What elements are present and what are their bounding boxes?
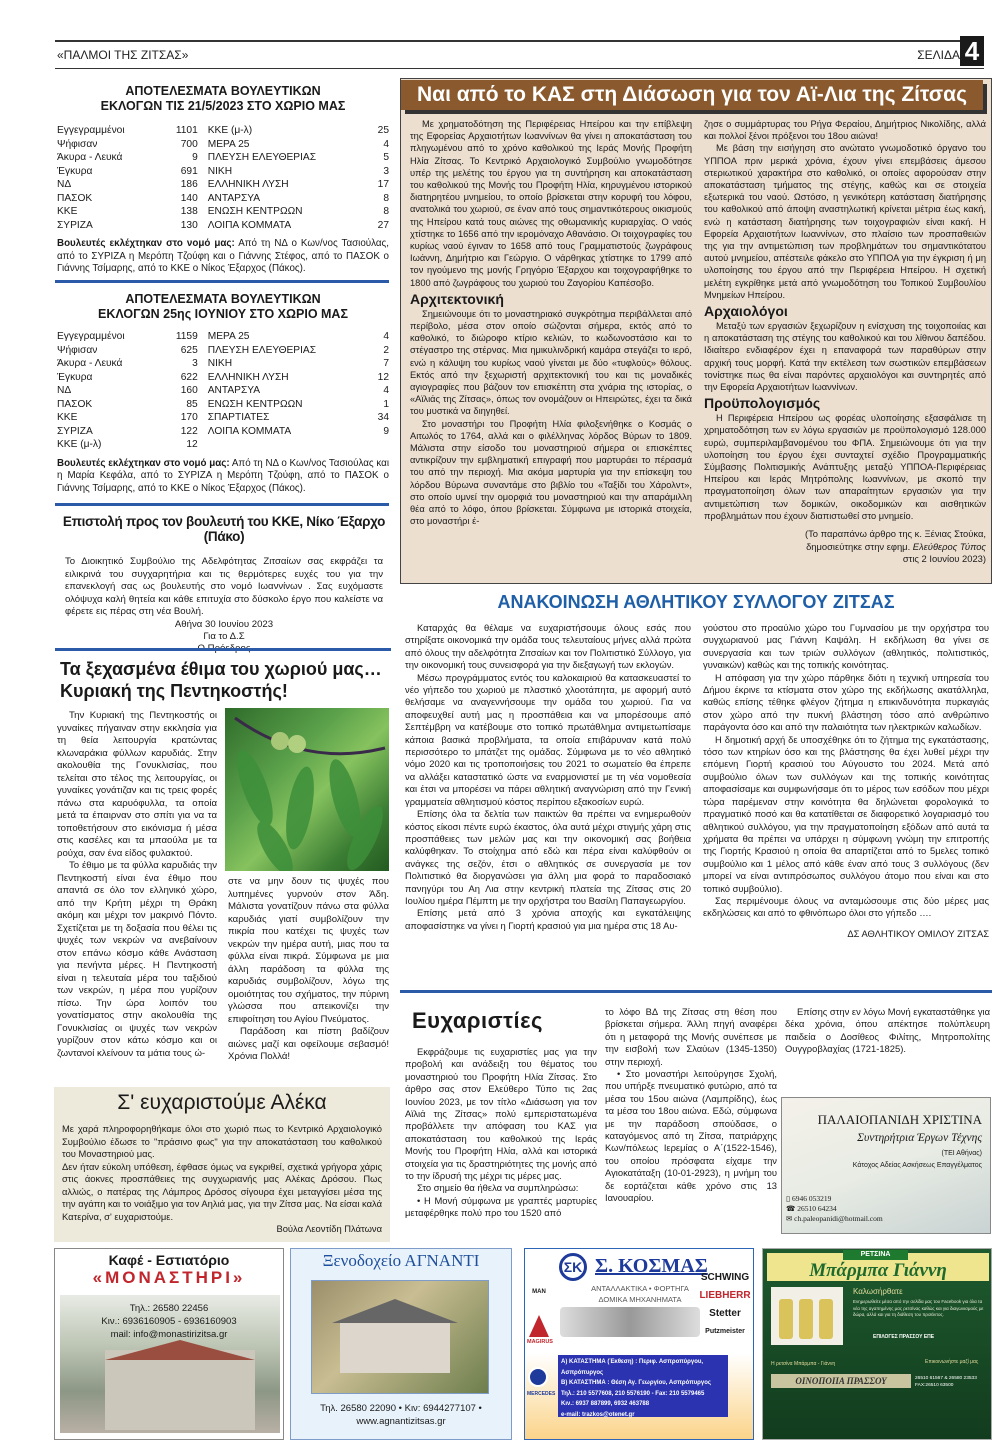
- results-row: [57, 124, 389, 138]
- elections-june-section: [57, 292, 389, 495]
- kas-heading-archaeologists: Αρχαιολόγοι: [704, 303, 788, 320]
- results-cell: ΜΕΡΑ 25: [207, 138, 250, 150]
- results-cell: 138: [180, 206, 198, 217]
- elections-june-table: [57, 330, 389, 452]
- sports-body: Καταρχάς θα θέλαμε να ευχαριστήσουμε όλους εσάς που στηρίξατε οικονομικά την ομάδα τους τελευταίους μήνες αλλά πρώτα από όλους την αδελφότητα Ζιτσαίων και τον Πολιτιστικό Σύλλογο, για την οικονομική τους συνεισφορά για την διεξαγωγή των εκλογών. Μέσω προγράμματος εντός του καλοκαιριού θα κατασκευαστεί το νέο γήπεδο του χωριού με πλαστικό χλοοτάπητα, με αφορμή αυτό θελήσαμε να αναγεννήσουμε την ομάδα του χωριού. Για να αποφευχθεί αυτή μας η προσπάθεια και να μπορέσουμε από Σεπτέμβρη να κατέβουμε στο τοπικό πρωτάθλημα αντιμετωπίσαμε κάποια βασικά προβλήματα, τα οποία επιβάρυναν κατά πολύ περισσότερο το μπάτζετ της ομάδας. Σύμφωνα με το νέο αθλητικό νόμο 2020 και τις τροποποιήσεις του 2021 το σωματείο θα έπρεπε να αλλάξει καταστατικό ώστε να εναρμονιστεί με τη νέα νομοθεσία και έτσι να μπορέσει να πάρει αθλητική αναγνώριση από την Γενική γραμματεία αθλητισμού κόστος περίπου εξακοσίων ευρώ. Επίσης όλα τα δελτία των παικτών θα πρέπει να ενημερωθούν κόστος είκοσι πέντε ευρώ έκαστος, όλα αυτά μέχρι στιγμής χάρη στις προσπάθειες των μελών μας και την οικονομική σας βοήθεια καλύφθηκαν. Το στοίχημα από εδώ και πέρα είναι καλύφθούν οι ανάγκες της σεζόν, έτσι ο αθλητικός σε συνεργασία με τον Πολιτιστικό θα διοργανώσει για άλλη μια φορά το παραδοσιακό πανηγύρι του Αη Λια στην κεντρική πλατεία της Ζίτσας στις 20 Ιουλίου ημέρα Πέμπτη με την ορχήστρα του Βασίλη Παπαγεωργίου. Επίσης μετά από 3 χρόνια αποχής και εγκατάλειψης αποφασίστηκε να γίνει η Γιορτή κρασιού για μια ημέρα στις 18 Αυ- γούστου στο προαύλιο χώρο του Γυμνασίου με την ορχήστρα του συγχωριανού μας Γιάννη Καψάλη. Η εκδήλωση θα γίνει σε συνεργασία και των τριών συλλόγων (αθλητικός, πολιτιστικός, γυναικών) καθώς και της τοπικής κοινότητας. Η απόφαση για την χώρο πάρθηκε διότι η τεχνική υπηρεσία του Δήμου έκρινε τα κτίσματα στον χώρο της εκδήλωσης ακατάλληλα, καθώς επίσης τέθηκε φλέγον ζήτημα η επικινδυνότητα πυρκαγιάς στον χώρο από την πυκνή βλάστηση τόσο από ανθρώπινο παράγοντα όσο και από την παλαιότητα των ηλεκτρικών καλωδίων. Η δημοτική αρχή δε υποσχέθηκε ότι το ζήτημα της εγκατάστασης, τόσο των κτηρίων όσο και της βλάστησης θα έχει λυθεί μέχρι την επόμενη Γιορτή κρασιού του Αύγουστο του 2024. Μετά από συμβούλιο όλων των συλλόγων και της τοπικής κοινότητας αποφασίσαμε και συμφωνήσαμε ότι το μέρος των εσόδων που μέχρι τώρα παρέμεναν στην κοινότητα θα δηλώνεται φορολογικά το πραγματικό ποσό και θα κατατίθεται σε διαφορετικό λογαριασμό του αθλητικού συλλόγου, για την πραγματοποίηση εξόδων από αυτά τα χρήματα θα πρέπει να υπάρχει η σύμφωνη γνώμη την επιτροπής της Γιορτής Κρασιού η οποία θα απαρτίζεται από το 5μελες τοπικό συμβούλιο και 1 μέλος από κάθε έναν από τους 3 συλλόγους (δεν μπορεί να είναι αντιπρόσωπος συλλόγου άτομο που είναι και στο τοπικό συμβούλιο). Σας περιμένουμε όλους να ανταμώσουμε στις δύο μέρες μας εκδηλώσεις και από το φθινόπωρο όλοι στο γήπεδο …. ΔΣ ΑΘΛΗΤΙΚΟΥ ΟΜΙΛΟΥ ΖΙΤΣΑΣ: [405, 622, 989, 939]
- thanks-aleka-box: [54, 1087, 390, 1242]
- thanks-title: Ευχαριστίες: [412, 1008, 543, 1033]
- results-cell: 12: [377, 371, 389, 383]
- results-cell: Έγκυρα: [57, 371, 93, 383]
- results-cell: 700: [180, 138, 198, 150]
- results-row: [57, 384, 389, 398]
- results-row: [57, 425, 389, 439]
- kas-heading-architecture: Αρχιτεκτονική: [410, 290, 504, 307]
- email-icon: ✉: [786, 1214, 795, 1223]
- kas-article-body: [410, 118, 986, 566]
- kosmas-logo-icon: ΣΚ: [559, 1253, 587, 1281]
- divider: [55, 648, 391, 651]
- customs-col2: στε να μην δουν τις ψυχές που λυπημένες γυρνούν στον Άδη. Μάλιστα γονατίζουν πάνω στα φύλλα καρυδιάς γιατί συμβολίζουν την πικρία που κατέχει τις ψυχές των νεκρών την ημέρα αυτή, μιας που τα φύλλα είναι πικρά. Σύμφωνα με μια άλλη παράδοση τα φύλλα της καρυδιάς συμβολίζουν, λόγω της ομοιότητας του σχήματος, την πύρινη γλώσσα που απεικονίζει την επιφοίτηση του Αγίου Πνεύματος. Παράδοση και πίστη βαδίζουν αιώνες μαζί και οφείλουμε σεβασμό! Χρόνια Πολλά!: [228, 876, 389, 1062]
- results-cell: ΠΑΣΟΚ: [57, 192, 93, 204]
- results-cell: ΕΛΛΗΝΙΚΗ ΛΥΣΗ: [207, 371, 289, 383]
- elections-may-table: [57, 124, 389, 232]
- results-cell: 25: [377, 125, 389, 136]
- divider: [400, 990, 992, 993]
- elections-may-elected: Βουλευτές εκλέχτηκαν στο νομό μας: Από τη ΝΔ ο Κων/νος Τασιούλας, από το ΣΥΡΙΖΑ η Μερόπη Τζούφη και ο Γιάννης Στέφος, από το ΠΑΣΟΚ ο Γιάννης Τσίμαρης, από το ΚΚΕ ο Νίκος Έξαρχος (Πάκος).: [57, 238, 389, 274]
- telephone-icon: ☎: [786, 1204, 798, 1213]
- results-cell: ΣΠΑΡΤΙΑΤΕΣ: [207, 412, 270, 423]
- results-cell: 160: [180, 385, 198, 396]
- magirus-logo-icon: [529, 1315, 549, 1337]
- elections-june-title-1: ΑΠΟΤΕΛΕΣΜΑΤΑ ΒΟΥΛΕΥΤΙΚΩΝ: [125, 292, 321, 306]
- thanks-col2: το λόφο ΒΔ της Ζίτσας στη θέση που βρίσκεται σήμερα. Άλλη πηγή αναφέρει ότι η μεταφορά της Μονής συνέπεσε με την εισβολή των Σλαύων (1345-1350) στην περιοχή. • Στο μοναστήρι λειτούργησε Σχολή, που υπήρξε πνευματικό φυτώριο, από τα μέσα του 15ου αιώνα (Λαμπρίδης), έως τα μέσα του 18ου αιώνα. Εδώ, σύμφωνα με την παράδοση σπούδασε, ο καταγόμενος από τη Ζίτσα, πατριάρχης Κων/πόλεως Ιερεμίας ο Α΄(1522-1546), του οποίου πρόσφατα είχαμε την Αγιοκατάταξη (10-01-2923), η μνήμη του δε εορτάζεται κάθε χρόνο στις 13 Ιανουαρίου.: [605, 1006, 777, 1204]
- results-cell: 4: [383, 138, 389, 150]
- building-shape: [105, 1350, 255, 1430]
- results-cell: ΕΝΩΣΗ ΚΕΝΤΡΩΩΝ: [207, 398, 303, 410]
- thanks-aleka-body: Με χαρά πληροφορηθήκαμε όλοι στο χωριό πως το Κεντρικό Αρχαιολογικό Συμβούλιο έδωσε το "πράσινο φως" για την αποκατάσταση του καθολικού του Μοναστηριού μας.: [62, 1123, 382, 1159]
- results-row: [57, 438, 389, 452]
- letter-date: Αθήνα 30 Ιουνίου 2023: [174, 618, 274, 630]
- results-cell: 3: [383, 165, 389, 177]
- divider: [55, 503, 389, 506]
- results-cell: 34: [377, 412, 389, 423]
- customs-title: Τα ξεχασμένα έθιμα του χωριού μας… Κυριακή της Πεντηκοστής!: [60, 659, 382, 701]
- letter-for-board: Για το Δ.Σ: [203, 630, 245, 642]
- results-cell: 9: [192, 152, 198, 163]
- results-cell: ΛΟΙΠΑ ΚΟΜΜΑΤΑ: [207, 219, 292, 231]
- page-number: 4: [960, 36, 984, 66]
- divider: [55, 280, 389, 283]
- results-cell: ΠΑΣΟΚ: [57, 398, 93, 410]
- sports-title: ΑΝΑΚΟΙΝΩΣΗ ΑΘΛΗΤΙΚΟΥ ΣΥΛΛΟΓΟΥ ΖΙΤΣΑΣ: [497, 592, 895, 612]
- results-row: [57, 178, 389, 192]
- kas-col2: ζησε ο συμμάρτυρας του Ρήγα Φεραίου, Δημήτριος Νικολίδης, αλλά και πολλοί ξένοι πρόξενοι του 18ου αιώνα! Με βάση την εισήγηση στο ανώτατο γνωμοδοτικό όργανο του ΥΠΠΟΑ πριν μερικά χρόνια, έχουν γίνει επεμβάσεις άμεσου στεριωτικού χαρακτήρα στο καθολικό, οι οποίες αφορούσαν στην αποκατάσταση τμήματος της στέγης, καθώς και σε στοιχεία εξωτερικά του ναού. Ωστόσο, η γενικότερη κατάσταση διατήρησης του καθολικού από άποψη αναστηλωτική κρίνεται μέτρια έως κακή, ενώ η κατάσταση διατήρησης των τοιχογραφιών είναι κακή. Η Εφορεία Αρχαιοτήτων Ιωαννίνων, στο πλαίσιο των προσπαθειών της για την αντιμετώπιση των προβλημάτων του σημαντικότατου αυτού μνημείου, απέστειλε φάκελο στο ΥΠΠΟΑ για την έγκριση ή μη υλοποίησης του έργου από την Περιφέρεια Ηπείρου. Η σχετική μελέτη εγκρίθηκε μετά από γνωμοδότηση του Τοπικού Συμβουλίου Μνημείων Ηπείρου. Αρχαιολόγοι Μεταξύ των εργασιών ξεχωρίζουν η ενίσχυση της τοιχοποιίας και η αποκατάσταση της στέγης του καθολικού και του λίθινου δαπέδου. Ιδιαίτερο ενδιαφέρον έχει η επαναφορά των παραθύρων στην αρχική τους μορφή. Κατά την εκτέλεση των σωστικών επεμβάσεων τονίστηκε πως θα είναι παρόντες αρχαιολόγοι και συντηρητές από την Εφορεία Αρχαιοτήτων Ιωαννίνων. Προϋπολογισμός Η Περιφέρεια Ηπείρου ως φορέας υλοποίησης εξασφάλισε τη χρηματοδότηση των εν λόγω εργασιών με προϋπολογισμό 128.000 ευρώ, συμπεριλαμβανομένου του ΦΠΑ. Σημειώνουμε ότι για την υλοποίηση του έργου έχει συνταχτεί σχέδιο Προγραμματικής Σύμβασης Πολιτισμικής Ανάπτυξης μεταξύ ΥΠΠΟΑ-Περιφέρειας Ηπείρου και Ιεράς Μητρόπολης Ιωαννίνων, με σκοπό την πραγματοποίηση όλων των απαραίτητων εργασιών για την αντιμετώπιση των δομικών, οικοδομικών και αισθητικών προβλημάτων που έχουν διαπιστωθεί στο μνημείο. (Το παραπάνω άρθρο της κ. Ξένιας Στούκα, δημοσιεύτηκε στην εφημ. Ελεύθερος Τύπος στις 2 Ιουνίου 2023): [704, 119, 986, 565]
- results-cell: 691: [180, 165, 198, 177]
- letter-title: Επιστολή προς τον βουλευτή του ΚΚΕ, Νίκο Έξαρχο (Πάκο): [62, 514, 386, 544]
- results-cell: 4: [383, 331, 389, 342]
- business-card-paleopanidi: ΠΑΛΑΙΟΠΑΝΙΔΗ ΧΡΙΣΤΙΝΑ Συντηρήτρια Έργων Τέχνης (ΤΕΙ Αθήνας) Κάτοχος Αδείας Ασκήσεως Επαγγέλματος ▯ 6946 053219 ☎ 26510 64234 ✉ ch.paleopanidi@hotmail.com: [781, 1097, 991, 1234]
- results-cell: Έγκυρα: [57, 165, 93, 177]
- results-cell: ΝΔ: [57, 179, 72, 190]
- results-cell: 9: [383, 425, 389, 437]
- results-cell: ΚΚΕ (μ-λ): [207, 125, 253, 136]
- results-cell: 170: [180, 412, 198, 423]
- results-cell: ΝΙΚΗ: [207, 165, 233, 177]
- running-title: «ΠΑΛΜΟΙ ΤΗΣ ΖΙΤΣΑΣ»: [57, 48, 189, 62]
- results-cell: [208, 438, 372, 452]
- results-cell: 625: [180, 344, 198, 356]
- results-row: [57, 205, 389, 219]
- results-cell: Άκυρα - Λευκά: [57, 152, 123, 163]
- ad-monastiri: Καφέ - Εστιατόριο «ΜΟΝΑΣΤΗΡΙ» Τηλ.: 26580 22456 Κιν.: 6936160905 - 6936160903 mail: info@monastirizitsa.gr: [54, 1248, 284, 1440]
- customs-col1: Την Κυριακή της Πεντηκοστής οι γυναίκες πήγαιναν στην εκκλησία για τη θεία λειτουργία κρατώντας κλωναράκια φύλλων καρυδιάς. Στην ακολουθία της Γονυκλισίας, που τελείται στο τέλος της λειτουργίας, οι γυναίκες γονάτιζαν και τις τρεις φορές πάνω στα καρυόφυλλα, τα οποία μετά τα έπαιρναν στο σπίτι για να τα τοποθετήσουν στο εικόνισμα ή μέσα στις κασέλες και τα μπαούλα με τα ρούχα, σαν ένα είδος φυλακτού. Το έθιμο με τα φύλλα καρυδιάς την Πεντηκοστή είναι ένα έθιμο που απαντά σε όλο τον ελληνικό χώρο, από την Κρήτη μέχρι τη Θράκη ακόμη και μέχρι τον μακρινό Πόντο. Σχετίζεται με τη δοξασία που θέλει τις ψυχές των νεκρών να ανεβαίνουν στον επάνω κόσμο κάθε Ανάσταση για πενήντα μέρες. Η Πεντηκοστή είναι η τελευταία μέρα του ταξιδιού των νεκρών, η μέρα που γυρίζουν πίσω. Την ώρα λοιπόν του γονατίσματος στην ακολουθία της Γονυκλισίας οι ψυχές των νεκρών γυρίζουν στον κάτω κόσμο και οι ζωντανοί κλείνουν τα μάτια τους ώ-: [57, 710, 217, 1059]
- ad-agnanti: Ξενοδοχείο ΑΓΝΑΝΤΙ Τηλ. 26580 22090 • Κιν: 6944277107 • www.agnantizitsas.gr: [290, 1248, 512, 1440]
- elections-june-elected: Βουλευτές εκλέχτηκαν στο νομό μας: Από τη ΝΔ ο Κων/νος Τασιούλας και η Μαρία Κεφάλα, από το ΣΥΡΙΖΑ η Μερόπη Τζούφη, από το ΠΑΣΟΚ ο Γιάννης Τσίμαρης, από το ΚΚΕ ο Νίκος Έξαρχος (Πάκος).: [57, 457, 390, 494]
- results-cell: ΝΙΚΗ: [207, 358, 233, 369]
- results-cell: 3: [192, 358, 198, 369]
- results-cell: 1: [383, 398, 389, 410]
- results-cell: ΑΝΤΑΡΣΥΑ: [207, 192, 261, 204]
- hotel-photo: [311, 1280, 489, 1394]
- results-cell: 186: [180, 179, 198, 190]
- results-cell: ΠΛΕΥΣΗ ΕΛΕΥΘΕΡΙΑΣ: [207, 152, 317, 163]
- results-cell: 2: [383, 344, 389, 356]
- results-cell: ΛΟΙΠΑ ΚΟΜΜΑΤΑ: [207, 425, 292, 437]
- results-row: [57, 371, 389, 385]
- results-cell: ΑΝΤΑΡΣΥΑ: [207, 385, 261, 396]
- results-cell: ΜΕΡΑ 25: [207, 331, 250, 342]
- kas-title: Ναι από το ΚΑΣ στη Διάσωση για τον Αϊ-Λια της Ζίτσας: [401, 80, 983, 110]
- elections-may-section: [57, 84, 389, 276]
- thanks-aleka-body-2: Δεν ήταν εύκολη υπόθεση, έφθασε όμως να εγκριθεί, σχετικά γρήγορα χάρις στις άοκνες προσπάθειες της συγχωριανής μας Αλέκας Δρόσου. Πως αλλιώς, ο πατέρας της Λάμπρος Δρόσος σίγουρα έχει μεταγγίσει μέσα της την αγάπη και το νοιάξιμο για τον Αηλιά μας, για την Ζίτσα μας. Να είσαι καλά Κατερίνα, σ' ευχαριστούμε.: [62, 1160, 382, 1222]
- thanks-col3: Επίσης στην εν λόγω Μονή εγκαταστάθηκε για δέκα χρόνια, όπου απέκτησε πολύπλευρη παιδεία ο Δοσίθεος Φιλίτης, Μητροπολίτης Ουγγροβλαχίας (1721-1825).: [785, 1006, 991, 1055]
- header-rule-bottom: [55, 68, 984, 69]
- results-cell: ΕΝΩΣΗ ΚΕΝΤΡΩΩΝ: [207, 206, 303, 217]
- results-cell: ΠΛΕΥΣΗ ΕΛΕΥΘΕΡΙΑΣ: [207, 344, 317, 356]
- sports-signature: ΔΣ ΑΘΛΗΤΙΚΟΥ ΟΜΙΛΟΥ ΖΙΤΣΑΣ: [847, 927, 989, 939]
- elections-may-title-1: ΑΠΟΤΕΛΕΣΜΑΤΑ ΒΟΥΛΕΥΤΙΚΩΝ: [125, 84, 321, 98]
- elections-june-title-2: ΕΚΛΟΓΩΝ 25ης ΙΟΥΝΙΟΥ ΣΤΟ ΧΩΡΙΟ ΜΑΣ: [98, 307, 348, 321]
- results-cell: Ψήφισαν: [57, 344, 98, 356]
- results-row: [57, 344, 389, 358]
- results-cell: ΕΛΛΗΝΙΚΗ ΛΥΣΗ: [207, 179, 289, 190]
- results-cell: ΣΥΡΙΖΑ: [57, 219, 93, 231]
- kas-col1: Με χρηματοδότηση της Περιφέρειας Ηπείρου και την επίβλεψη της Εφορείας Αρχαιοτήτων Ιωαννίνων θα γίνει η αποκατάσταση του πληγωμένου από το χρόνο καθολικού της Ιεράς Μονής Προφήτη Ηλία Ζίτσας. Το Κεντρικό Αρχαιολογικό Συμβούλιο γνωμοδότησε υπέρ της μελέτης του έργου για τη συντήρηση και αποκατάσταση του καθολικού της Μονής του Προφήτη Ηλία, κηρυγμένου ιστορικού διατηρητέου μνημείου, το οποίο βρίσκεται στην κορυφή του λόφου, ανατολικά του χωριού, σε έναν από τους σημαντικότερους οικισμούς της Ηπείρου κατά τους αιώνες της οθωμανικής κυριαρχίας. Ο ναός χτίστηκε το 1656 από την ιερομόναχο Αθανάσιο. Οι τοιχογραφίες του κυρίως ναού έγιναν το 1658 από τους Γραμματιστούς ζωγράφους Ιωάννη, Δημήτριο και Γεώργιο. Ο νάρθηκας χτίστηκε το 1799 από τον ηγούμενο της μονής Γρηγόριο Έξαρχου και τοιχογραφήθηκε το 1800 από ζωγράφους του χωριού του Ζαγορίου Καπέσοβο. Αρχιτεκτονική Σημειώνουμε ότι το μοναστηριακό συγκρότημα περιβάλλεται από περίβολο, μέσα στον οποίο σώζονται σήμερα, εκτός από το καθολικό, το διώροφο κτίριο κελιών, το κωδωνοστάσιο και το στέγαστρο της στέρνας. Μια ημικυλινδρική καμάρα στεγάζει το ιερό, ενώ η κάλυψη του κυρίως ναού γίνεται με δύο «τυφλούς» θόλους. Εκτός από την ξεχωριστή αρχιτεκτονική του και τις μοναδικές αγιογραφίες που βάζουν τον επισκέπτη στα χνάρια της ιστορίας, ο «Αϊλιάς της Ζίτσας», όπως τον ονομάζουν οι Ηπειρώτες, έχει τα δικά του μυστικά να διηγηθεί. Στο μοναστήρι του Προφήτη Ηλία φιλοξενήθηκε ο Κοσμάς ο Αιτωλός το 1764, αλλά και ο φιλέλληνας λόρδος Βύρων το 1809. Μάλιστα στην είσοδο του μοναστηριού σήμερα οι επισκέπτες αντικρίζουν την εμβληματική επιγραφή που μαρτυράει το πέρασμά του από την περιοχή. Μια ακόμα μαρτυρία για την επίσκεψη του λόρδου Βύρωνα συναντάμε στο βιβλίο του «Ταξίδι του Χάρολντ», στο οποίο υμνεί την ομορφιά του μοναστηριού και την απαράμιλλη θέα από το λόφο, όπου βρίσκεται. Σύμφωνα με ιστορικά στοιχεία, στο μοναστήρι έ-: [410, 119, 692, 527]
- walnut-leaves-photo: [225, 708, 389, 871]
- page-label: ΣΕΛΙΔΑ: [917, 48, 960, 62]
- results-cell: Εγγεγραμμένοι: [57, 125, 125, 136]
- results-row: [57, 411, 389, 425]
- ad-barmpa-gianni: ΡΕΤΣΙΝΑ Μπάρμπα Γιάννη Καλωσήρθατε Ενημερωθείτε μέσα από την σελίδα μας του Facebook για όλα τα νέα της αγαπημένης μας ρετσίνας καθώς και για διαγωνισμούς με δώρα, αλλά και για τη διάθεση του προϊόντος. ΕΠΙΛΟΓΕΣ ΠΡΑΣΣΟΥ ΕΠΕ Η ρετσίνα Μπάρμπα - Γιάννη Επικοινωνήστε μαζί μας ΟΙΝΟΠΟΙΙΑ ΠΡΑΣΣΟΥ 26510 61567 & 26580 23533 FAX:26510 63500: [762, 1248, 992, 1440]
- results-cell: 17: [377, 179, 389, 190]
- letter-section: [57, 514, 391, 655]
- leaf-illustration-icon: [225, 708, 389, 871]
- results-row: [57, 398, 389, 412]
- header-rule-top: [55, 40, 984, 42]
- elections-may-title-2: ΕΚΛΟΓΩΝ ΤΙΣ 21/5/2023 ΣΤΟ ΧΩΡΙΟ ΜΑΣ: [100, 99, 346, 113]
- results-cell: [372, 438, 389, 452]
- results-cell: 85: [186, 398, 198, 410]
- results-cell: 27: [377, 219, 389, 231]
- results-cell: 5: [383, 152, 389, 163]
- results-row: [57, 151, 389, 165]
- phone-icon: ▯: [786, 1194, 793, 1203]
- results-cell: Ψήφισαν: [57, 138, 98, 150]
- results-row: [57, 192, 389, 206]
- results-cell: 122: [180, 425, 198, 437]
- bottles-photo: [771, 1287, 843, 1345]
- results-cell: Εγγεγραμμένοι: [57, 331, 125, 342]
- results-cell: 1159: [175, 331, 198, 342]
- results-cell: 7: [383, 358, 389, 369]
- results-row: [57, 219, 389, 233]
- results-cell: 12: [186, 439, 198, 450]
- kas-heading-budget: Προϋπολογισμός: [704, 395, 821, 412]
- results-cell: 130: [180, 219, 198, 231]
- thanks-aleka-signature: Βούλα Λεοντίδη Πλάτωνα: [276, 1223, 382, 1234]
- results-row: [57, 138, 389, 152]
- results-row: [57, 330, 389, 344]
- results-cell: ΝΔ: [57, 385, 72, 396]
- thanks-aleka-title: Σ' ευχαριστούμε Αλέκα: [117, 1091, 327, 1114]
- results-cell: Άκυρα - Λευκά: [57, 358, 123, 369]
- results-cell: 140: [180, 192, 198, 204]
- trucks-photo: [560, 1307, 700, 1337]
- results-cell: 622: [180, 371, 198, 383]
- results-cell: ΣΥΡΙΖΑ: [57, 425, 93, 437]
- results-cell: ΚΚΕ: [57, 412, 78, 423]
- thanks-col1: Εκφράζουμε τις ευχαριστίες μας για την προβολή και ανάδειξη του θέματος του μοναστηριού του Προφήτη Ηλία Ζίτσας. Στο άρθρο σας στον Ελεύθερο Τύπο τις 2ας Ιουνίου 2023, με τον τίτλο «Διάσωση για τον Αϊλιά της Ζίτσας» πολύ εμπεριστατωμένα προβάλλετε την απόφαση του ΚΑΣ για αποκατάσταση του καθολικού της Ιεράς Μονής του Προφήτη Ηλία, αλλά και ιστορικά στοιχεία για τις δραστηριότητες της μονής από το την ίδρυσή της μέχρι τις μέρες μας. Στο σημείο θα ήθελα να συμπληρώσω: • Η Μονή σύμφωνα με γραπτές μαρτυρίες μεταφέρθηκε πολύ προ του 1520 από: [405, 1046, 597, 1219]
- results-cell: 4: [383, 385, 389, 396]
- results-cell: ΚΚΕ: [57, 206, 78, 217]
- results-cell: 8: [383, 206, 389, 217]
- kas-credit: (Το παραπάνω άρθρο της κ. Ξένιας Στούκα, δημοσιεύτηκε στην εφημ. Ελεύθερος Τύπος στις 2 Ιουνίου 2023): [804, 528, 986, 565]
- mercedes-logo-icon: [528, 1367, 548, 1387]
- results-row: [57, 357, 389, 371]
- results-cell: ΚΚΕ (μ-λ): [57, 439, 102, 450]
- results-cell: 1101: [175, 125, 198, 136]
- letter-body: Το Διοικητικό Συμβούλιο της Αδελφότητας Ζιτσαίων σας εκφράζει τα ειλικρινά του συγχαρητήρια και τις θερμότερες ευχές του για την επανεκλογή σας ως βουλευτής στο νομό Ιωαννίνων . Σας ευχόμαστε ολόψυχα καλή θητεία και κάθε επιτυχία στο δύσκολο έργο που καλείστε να φέρετε εις πέρας στη νέα Βουλή.: [65, 556, 383, 617]
- kosmas-contact-box: Α) ΚΑΤΑΣΤΗΜΑ (Έκθεση) : Περιφ. Ασπροπύργου, Ασπρόπυργος Β) ΚΑΤΑΣΤΗΜΑ : Θέση Αγ. Γεωργίου, Ασπρόπυργος Τηλ.: 210 5577608, 210 5576190 - Fax: 210 5579465 Κιν.: 6937 887899, 6932 463788 e-mail: trazkos@otenet.gr: [558, 1355, 728, 1417]
- results-cell: 8: [383, 192, 389, 204]
- ad-kosmas: ΣΚ Σ. ΚΟΣΜΑΣ ΑΝΤΑΛΛΑΚΤΙΚΑ • ΦΟΡΤΗΓΑ ΔΟΜΙΚΑ ΜΗΧΑΝΗΜΑΤΑ MAN MAGIRUS MERCEDES SCHWING LIEBHERR Stetter Putzmeister Α) ΚΑΤΑΣΤΗΜΑ (Έκθεση) : Περιφ. Ασπροπύργου, Ασπρόπυργος Β) ΚΑΤΑΣΤΗΜΑ : Θέση Αγ. Γεωργίου, Ασπρόπυργος Τηλ.: 210 5577608, 210 5576190 - Fax: 210 5579465 Κιν.: 6937 887899, 6932 463788 e-mail: trazkos@otenet.gr: [524, 1248, 754, 1440]
- results-row: [57, 165, 389, 179]
